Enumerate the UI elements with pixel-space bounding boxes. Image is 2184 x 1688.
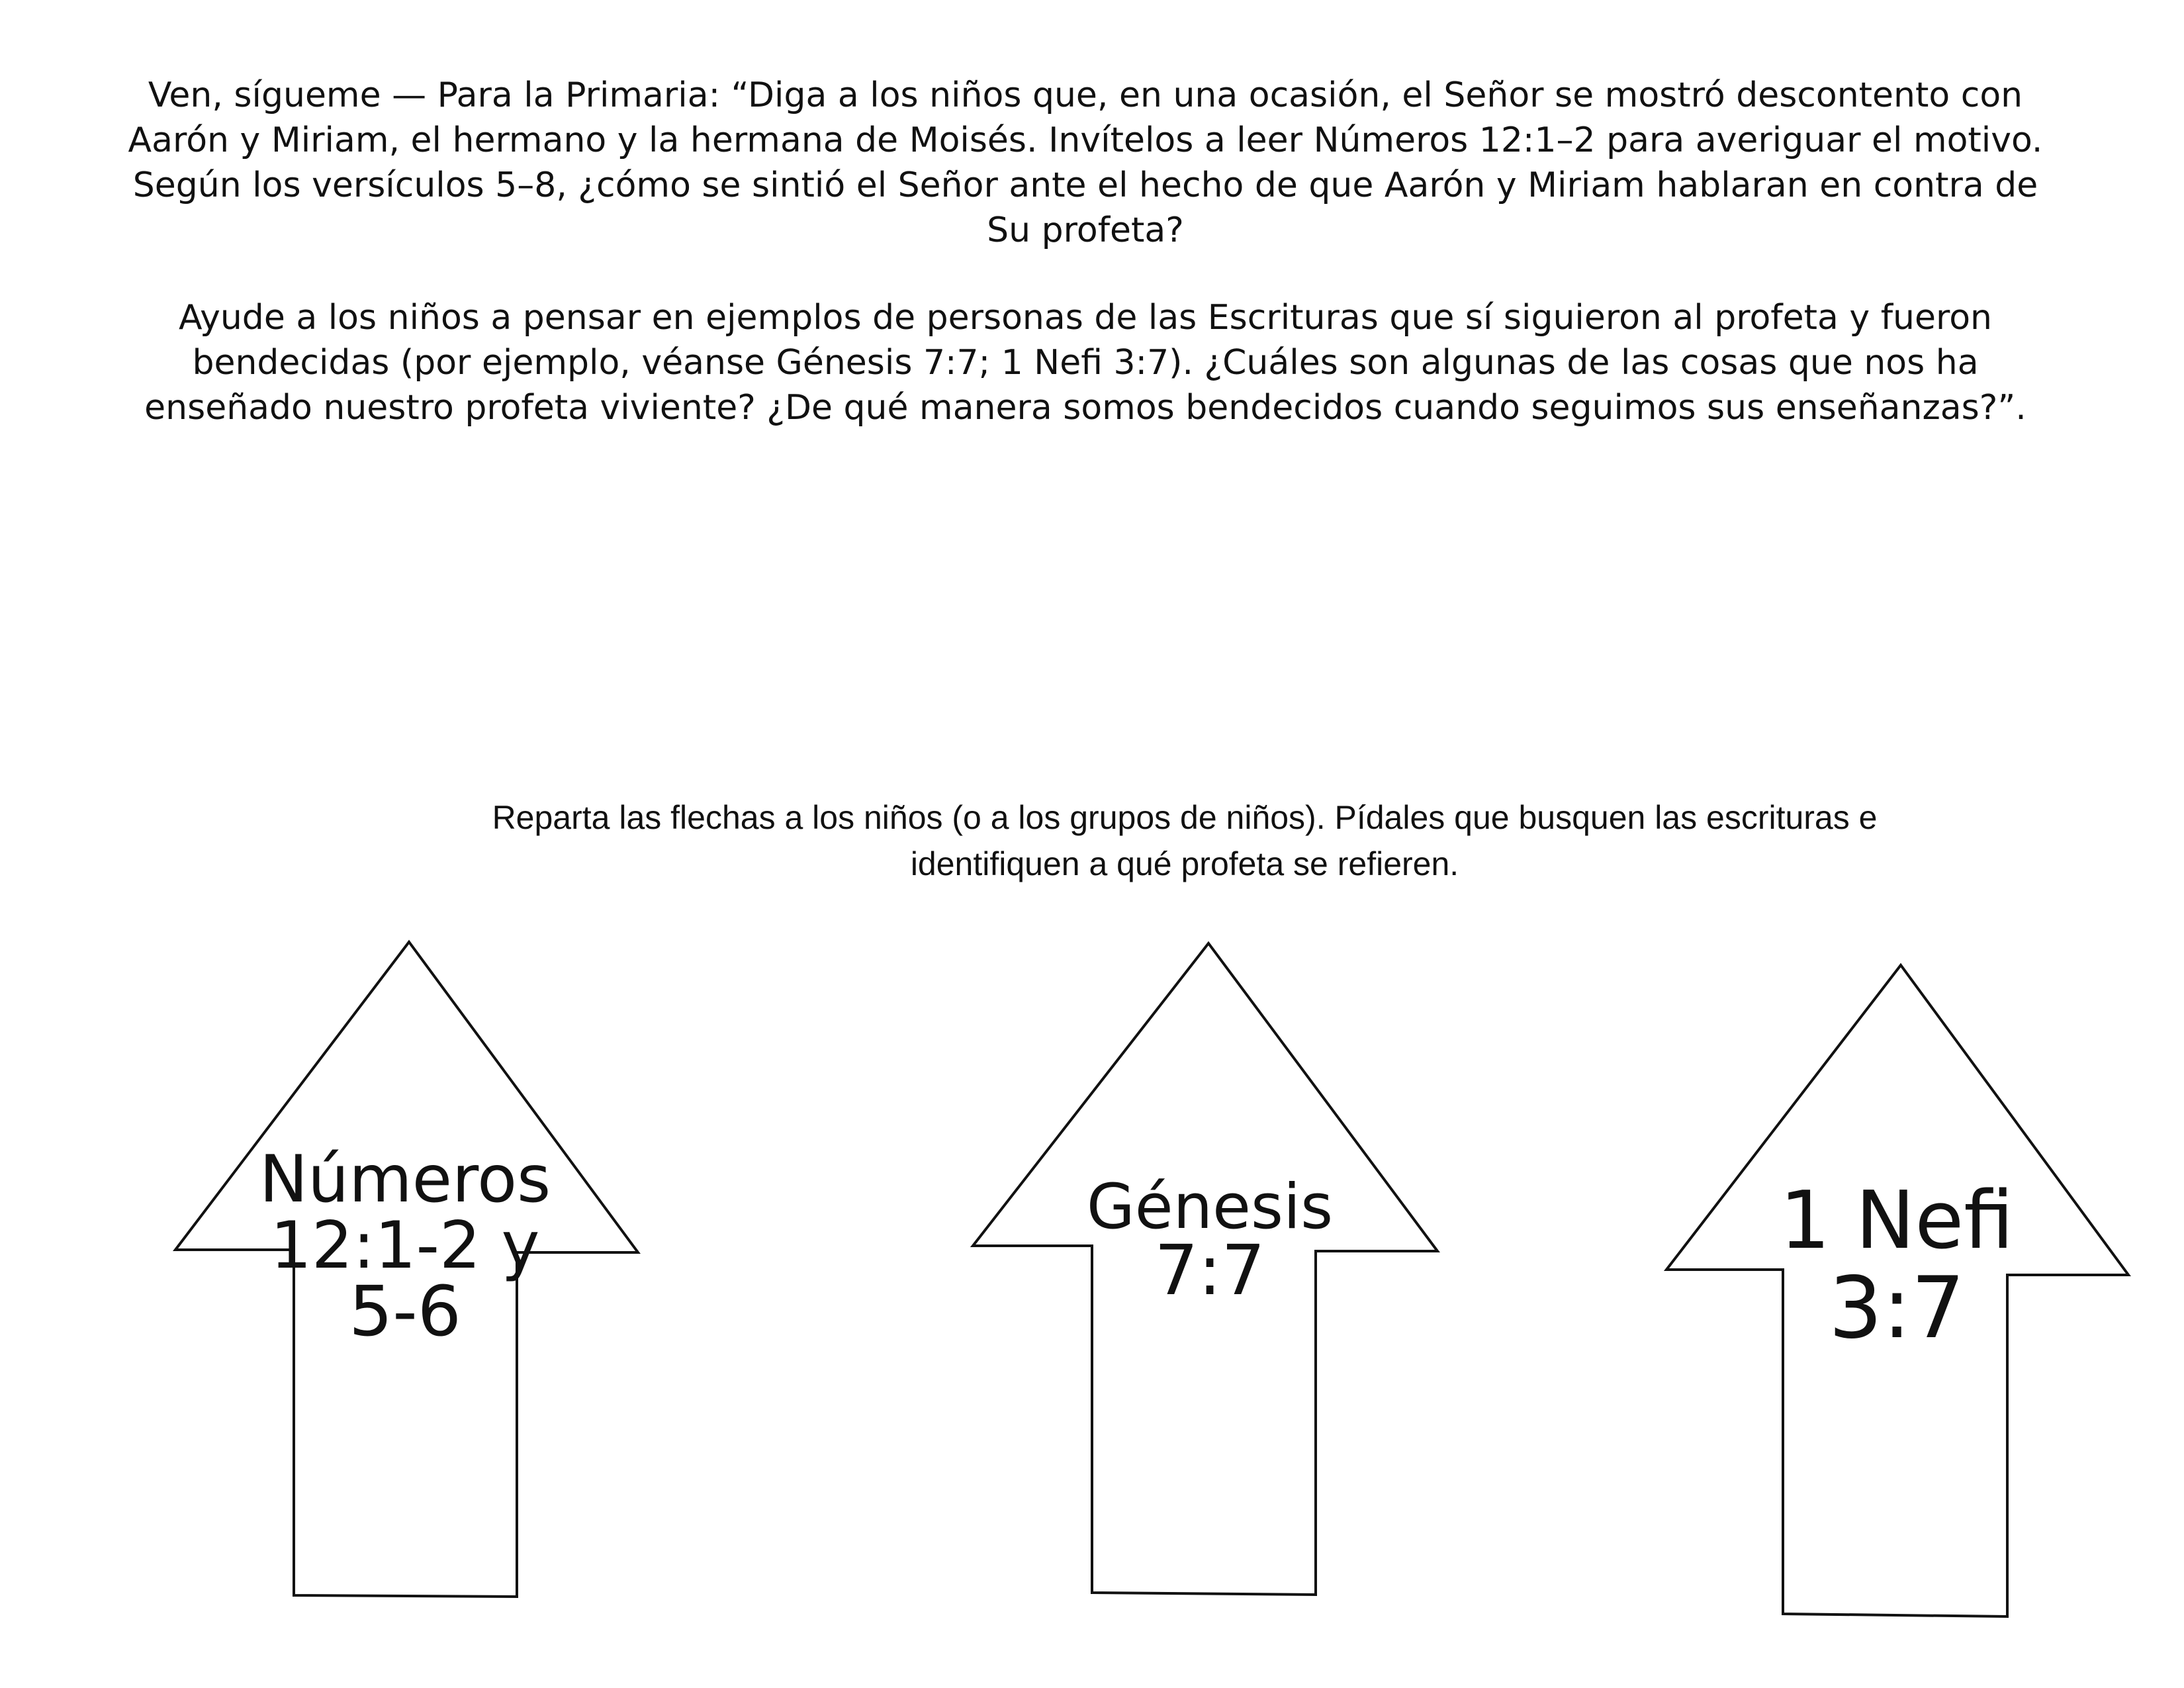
intro-paragraph-1: Ven, sígueme — Para la Primaria: “Diga a los niños que, en una ocasión, el Señor se mostró descontento con Aarón y Miriam, el hermano y la hermana de Moisés. Invítelos a leer Números 12:1–2 para averiguar el motivo. Según los versículos 5–8, ¿cómo se sintió el Señor ante el hecho de que Aarón y Miriam hablaran en contra de Su profeta? xyxy=(128,75,2043,250)
arrow-2-line-1: Génesis xyxy=(1086,1171,1334,1243)
arrow-genesis xyxy=(973,943,1437,1595)
instruction-line-2: identifiquen a qué profeta se refieren. xyxy=(910,845,1459,882)
arrow-numeros xyxy=(175,942,638,1597)
arrow-1-nefi xyxy=(1666,965,2128,1617)
arrow-1-line-1: Números xyxy=(259,1142,551,1217)
arrow-3-line-2: 3:7 xyxy=(1829,1259,1965,1358)
arrow-1-line-2: 12:1-2 y xyxy=(270,1208,540,1284)
instruction-line-1: Reparta las flechas a los niños (o a los grupos de niños). Pídales que busquen las escrituras e xyxy=(492,799,1878,836)
arrow-2-line-2: 7:7 xyxy=(1154,1230,1265,1311)
arrow-3-line-1: 1 Nefi xyxy=(1780,1175,2014,1267)
arrow-1-line-3: 5-6 xyxy=(349,1271,461,1352)
intro-paragraph-2: Ayude a los niños a pensar en ejemplos de personas de las Escrituras que sí siguieron al profeta y fueron bendecidas (por ejemplo, véanse Génesis 7:7; 1 Nefi 3:7). ¿Cuáles son algunas de las cosas que nos ha enseñado nuestro profeta viviente? ¿De qué manera somos bendecidos cuando seguimos sus enseñanzas?”. xyxy=(144,298,2026,428)
